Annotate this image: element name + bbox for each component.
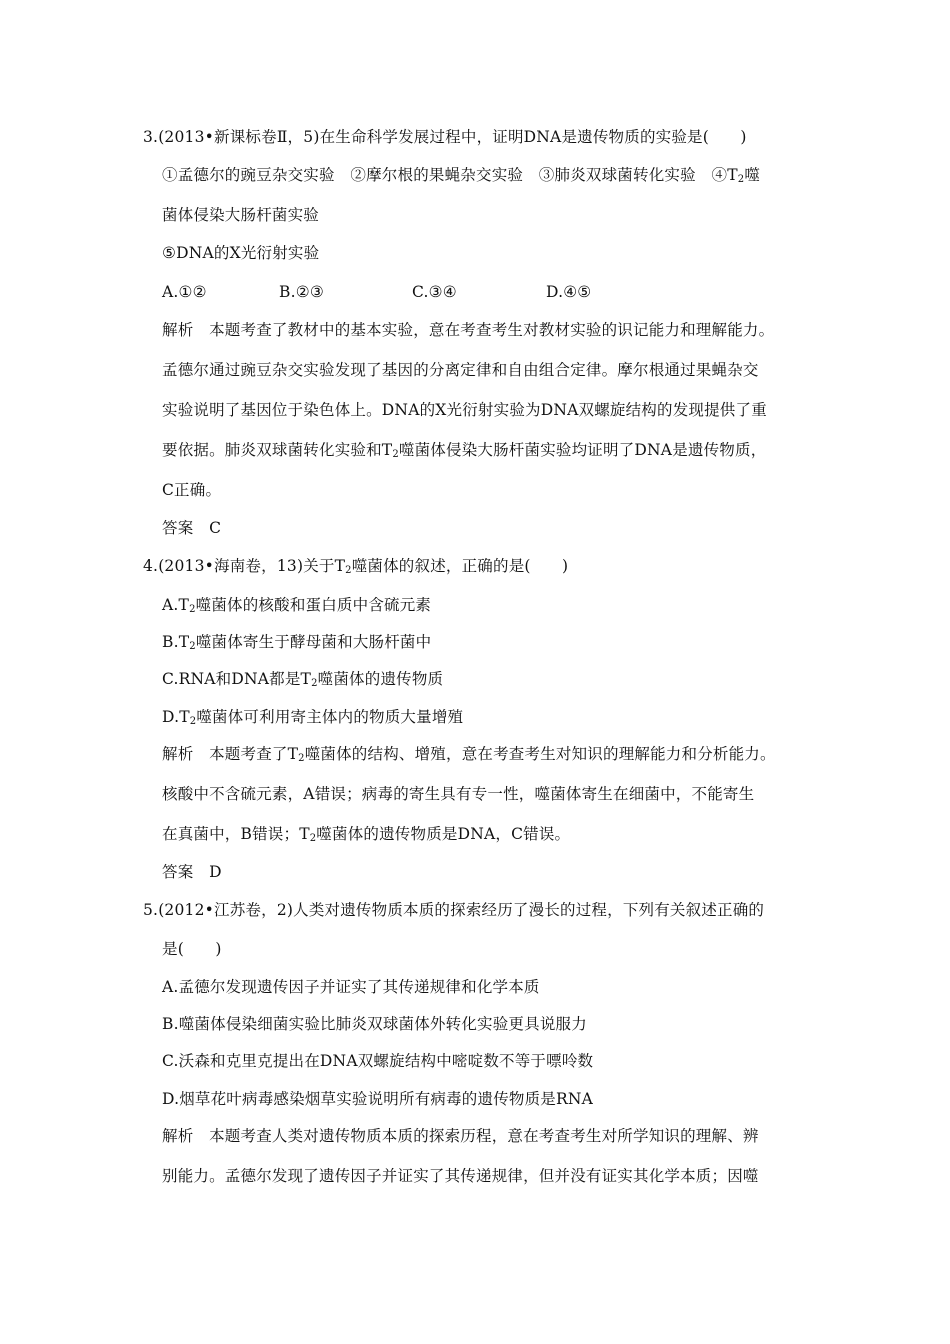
question-4-option-d: $D.T_2$噬菌体可利用寄主体内的物质大量增殖 <box>162 708 464 727</box>
question-3-analysis-line-5: C正确。 <box>162 481 222 499</box>
question-5-option-a: A.孟德尔发现遗传因子并证实了其传递规律和化学本质 <box>162 978 540 996</box>
question-3-stem-line-1: ①孟德尔的豌豆杂交实验 ②摩尔根的果蝇杂交实验 ③肺炎双球菌转化实验 $④T_2$噬 <box>162 166 761 185</box>
question-4-option-b: $B.T_2$噬菌体寄生于酵母菌和大肠杆菌中 <box>162 633 432 652</box>
question-3-analysis-line-1: 解析 本题考查了教材中的基本实验，意在考查考生对教材实验的识记能力和理解能力。 <box>162 321 775 339</box>
question-5-head-cont: 是( ) <box>162 940 222 958</box>
question-3-stem-line-2: 菌体侵染大肠杆菌实验 <box>162 206 320 224</box>
question-3-head: 3.(2013•新课标卷Ⅱ，5)在生命科学发展过程中，证明DNA是遗传物质的实验是( ) <box>143 128 747 146</box>
question-4-answer: 答案 D <box>162 863 222 881</box>
question-5-head: 5.(2012•江苏卷，2)人类对遗传物质本质的探索经历了漫长的过程，下列有关叙述正确的 <box>143 901 765 919</box>
question-5-analysis-line-2: 别能力。孟德尔发现了遗传因子并证实了其传递规律，但并没有证实其化学本质；因噬 <box>162 1167 759 1185</box>
question-3-analysis-line-4: 要依据。肺炎双球菌转化实验和$T_2$噬菌体侵染大肠杆菌实验均证明了DNA是遗传物质， <box>162 441 767 460</box>
question-3-answer: 答案 C <box>162 519 222 537</box>
question-4-head: 4.(2013•海南卷，13)关于$T_2$噬菌体的叙述，正确的是( ) <box>143 557 569 576</box>
question-4-analysis-line-1: 解析 本题考查了$T_2$噬菌体的结构、增殖，意在考查考生对知识的理解能力和分析能力。 <box>162 745 776 764</box>
question-4-analysis-line-3: 在真菌中，B错误；$T_2$噬菌体的遗传物质是DNA，C错误。 <box>162 825 571 844</box>
question-5-option-b: B.噬菌体侵染细菌实验比肺炎双球菌体外转化实验更具说服力 <box>162 1015 587 1033</box>
option-b: B.②③ <box>279 283 324 301</box>
question-4-option-c: C.RNA和DNA都是$T_2$噬菌体的遗传物质 <box>162 670 444 689</box>
question-4-option-a: $A.T_2$噬菌体的核酸和蛋白质中含硫元素 <box>162 596 432 615</box>
option-d: D.④⑤ <box>546 283 592 301</box>
question-3-stem-line-3: ⑤DNA的X光衍射实验 <box>162 244 320 262</box>
option-a: A.①② <box>162 283 207 301</box>
question-3-analysis-line-3: 实验说明了基因位于染色体上。DNA的X光衍射实验为DNA双螺旋结构的发现提供了重 <box>162 401 767 419</box>
question-5-option-d: D.烟草花叶病毒感染烟草实验说明所有病毒的遗传物质是RNA <box>162 1090 594 1108</box>
question-3-analysis-line-2: 孟德尔通过豌豆杂交实验发现了基因的分离定律和自由组合定律。摩尔根通过果蝇杂交 <box>162 361 759 379</box>
question-5-option-c: C.沃森和克里克提出在DNA双螺旋结构中嘧啶数不等于嘌呤数 <box>162 1052 594 1070</box>
option-c: C.③④ <box>412 283 457 301</box>
question-3-options <box>162 282 591 302</box>
question-5-analysis-line-1: 解析 本题考查人类对遗传物质本质的探索历程，意在考查考生对所学知识的理解、辨 <box>162 1127 759 1145</box>
question-4-analysis-line-2: 核酸中不含硫元素，A错误；病毒的寄生具有专一性，噬菌体寄生在细菌中，不能寄生 <box>162 785 755 803</box>
